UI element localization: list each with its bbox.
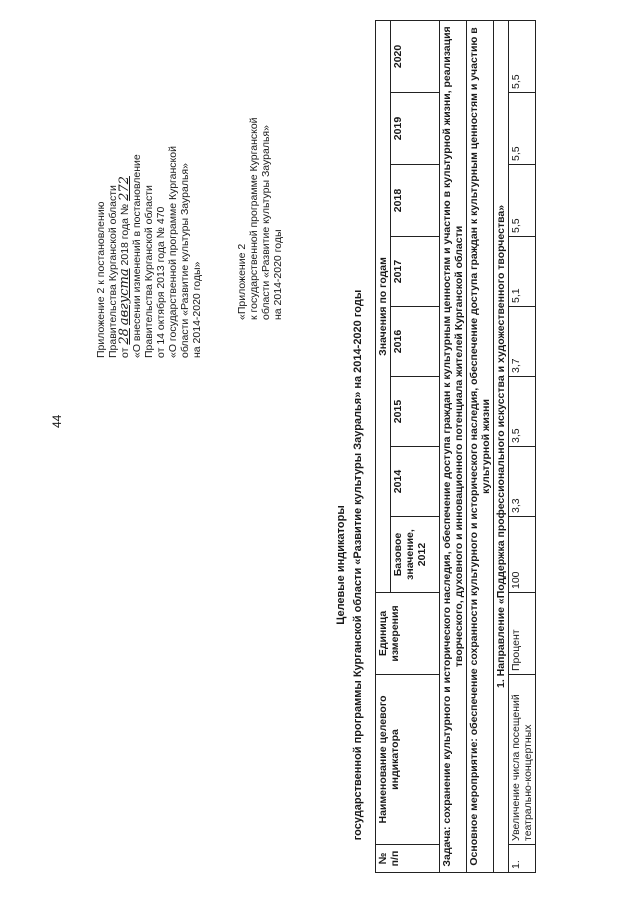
row-name: Увеличение числа посещений театрально-концертных — [509, 675, 536, 845]
main-activity-row — [467, 20, 494, 872]
appendix-line: на 2014-2020 годы — [272, 229, 284, 320]
page-number: 44 — [50, 414, 64, 428]
row-unit: Процент — [509, 593, 536, 675]
header-year: 2016 — [391, 307, 440, 377]
row-value: 5,1 — [509, 237, 536, 307]
header-values-by-year: Значения по годам — [376, 20, 391, 592]
appendix-line: к государственной программе Курганской — [248, 117, 260, 320]
header-year: 2020 — [391, 20, 440, 92]
header-year: 2017 — [391, 237, 440, 307]
handwritten-month: августа — [117, 268, 132, 326]
title-line-1: Целевые индикаторы — [335, 505, 347, 625]
task-row — [440, 20, 467, 872]
title-line-2: государственной программы Курганской области «Развитие культуры Зауралья» на 2014-2020 годы — [352, 289, 364, 841]
handwritten-day: 28 — [117, 328, 132, 345]
appendix-block — [236, 117, 284, 320]
appendix-line: «Приложение 2 — [236, 243, 248, 320]
handwritten-number: 272 — [117, 176, 132, 201]
document-title — [333, 285, 367, 845]
row-value: 5,5 — [509, 20, 536, 92]
date-prefix: от — [119, 347, 131, 358]
preamble-line: «О внесении изменений в постановление — [131, 154, 143, 358]
direction-text: 1. Направление «Поддержка профессионального искусства и художественного творчества» — [494, 20, 509, 872]
header-year: 2018 — [391, 165, 440, 237]
row-num: 1. — [509, 845, 536, 873]
header-unit: Единица измерения — [376, 593, 440, 675]
header-year: 2019 — [391, 93, 440, 165]
direction-row — [494, 20, 509, 872]
header-name: Наименование целевого индикатора — [376, 675, 440, 845]
row-value: 5,5 — [509, 165, 536, 237]
indicators-table-wrap — [375, 21, 613, 873]
row-value: 3,7 — [509, 307, 536, 377]
preamble-line: на 2014-2020 годы» — [191, 261, 203, 358]
date-year: 2018 года № — [119, 203, 131, 266]
preamble-line: от 14 октября 2013 года № 470 — [155, 206, 167, 358]
task-text: Задача: сохранение культурного и исторического наследия, обеспечение доступа граждан к культурным ценностям и участию в культурной жизни, реализация творческого, духовного и инновационного потенциала жителей Курганской области — [440, 20, 467, 872]
table-row — [509, 20, 536, 872]
row-base: 100 — [509, 517, 536, 593]
row-value: 5,5 — [509, 93, 536, 165]
header-num: № п/п — [376, 845, 440, 873]
preamble-line: Правительства Курганской области — [143, 185, 155, 358]
header-year: 2014 — [391, 447, 440, 517]
header-year: 2015 — [391, 377, 440, 447]
row-value: 3,5 — [509, 377, 536, 447]
header-row — [376, 20, 391, 872]
row-value: 3,3 — [509, 447, 536, 517]
preamble-line: области «Развитие культуры Зауралья» — [179, 163, 191, 358]
preamble-line: Правительства Курганской области — [107, 185, 119, 358]
indicators-table — [375, 20, 536, 873]
preamble-line: Приложение 2 к постановлению — [95, 201, 107, 358]
preamble-date-line — [119, 146, 131, 358]
preamble-block — [95, 146, 203, 358]
appendix-line: области «Развитие культуры Зауралья» — [260, 125, 272, 320]
preamble-line: «О государственной программе Курганской — [167, 146, 179, 358]
main-activity-text: Основное мероприятие: обеспечение сохранности культурного и исторического наследия, обеспечение доступа граждан к культурным ценностям и участию в культурной жизни — [467, 20, 494, 872]
header-base-value: Базовое значение, 2012 — [391, 517, 440, 593]
